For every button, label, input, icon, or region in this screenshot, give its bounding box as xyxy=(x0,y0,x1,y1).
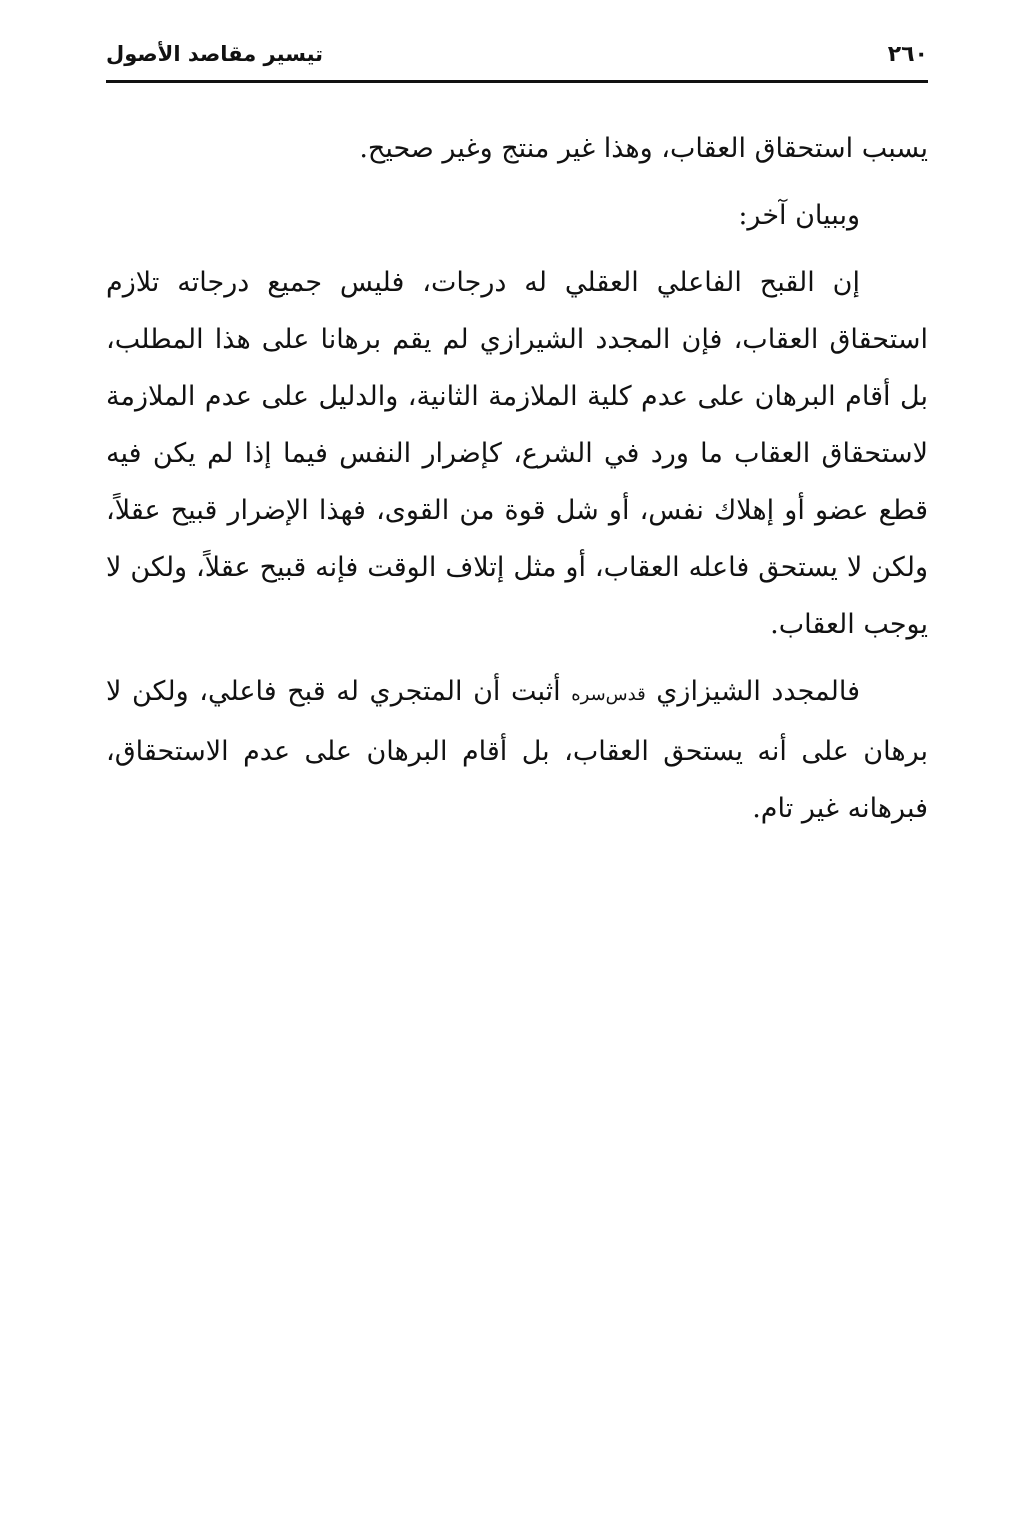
honorific: قدس‌سره xyxy=(571,684,646,705)
paragraph-subheading: وببيان آخر: xyxy=(738,200,860,231)
book-title: تيسير مقاصد الأصول xyxy=(106,42,324,66)
conclusion-lead: فالمجدد الشيزازي xyxy=(656,676,860,707)
header-rule xyxy=(106,80,928,83)
paragraph-conclusion xyxy=(106,663,928,837)
page-number: ٢٦٠ xyxy=(887,42,928,67)
body-text xyxy=(106,120,928,837)
conclusion-rest: أثبت أن المتجري له قبح فاعلي، ولكن لا برهان على أنه يستحق العقاب، بل أقام البرهان على عدم الاستحقاق، فبرهانه غير تام. xyxy=(106,676,928,824)
paragraph-continuation: يسبب استحقاق العقاب، وهذا غير منتج وغير صحيح. xyxy=(359,133,928,164)
running-header xyxy=(106,38,928,78)
paragraph-argument: إن القبح الفاعلي العقلي له درجات، فليس جميع درجاته تلازم استحقاق العقاب، فإن المجدد الشيرازي لم يقم برهانا على هذا المطلب، بل أقام البرهان على عدم كلية الملازمة الثانية، والدليل على عدم الملازمة لاستحقاق العقاب ما ورد في الشرع، كإضرار النفس فيما إذا لم يكن فيه قطع عضو أو إهلاك نفس، أو شل قوة من القوى، فهذا الإضرار قبيح عقلاً، ولكن لا يستحق فاعله العقاب، أو مثل إتلاف الوقت فإنه قبيح عقلاً، ولكن لا يوجب العقاب. xyxy=(106,267,928,640)
